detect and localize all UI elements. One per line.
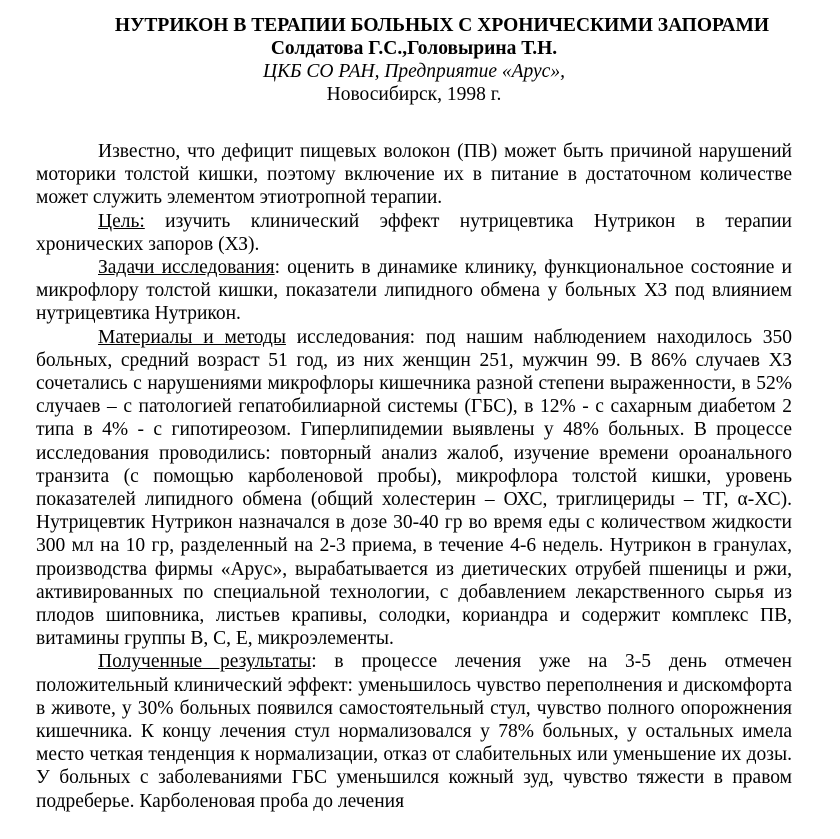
paper-authors: Солдатова Г.С.,Головырина Т.Н.	[270, 38, 558, 59]
goal-heading: Цель:	[98, 210, 145, 232]
methods-heading: Материалы и методы	[98, 326, 286, 348]
methods-text: исследования: под нашим наблюдением находилось 350 больных, средний возраст 51 год, из них женщин 251, мужчин 99. В 86% случаев ХЗ сочетались с нарушениями микрофлоры кишечника разной степени выраженности, в 52% случаев – с патологией гепатобилиарной системы (ГБС), в 12% - с сахарным диабетом 2 типа в 4% - с гипотиреозом. Гиперлипидемии выявлены у 48% больных. В процессе исследования проводились: повторный анализ жалоб, изучение времени ороанального транзита (с помощью карболеновой пробы), микрофлора толстой кишки, уровень показателей липидного обмена (общий холестерин – ОХС, триглицериды – ТГ, α-ХС). Нутрицевтик Нутрикон назначался в дозе 30-40 гр во время еды с количеством жидкости 300 мл на 10 гр, разделенный на 2-3 приема, в течение 4-6 недель. Нутрикон в гранулах, производства фирмы «Арус», вырабатывается из диетических отрубей пшеницы и ржи, активированных по специальной технологии, с добавлением лекарственного сырья из плодов шиповника, листьев крапивы, солодки, кориандра и содержит комплекс ПВ, витамины группы В, С, Е, микроэлементы.	[36, 326, 792, 650]
paragraph-intro: Известно, что дефицит пищевых волокон (ПВ) может быть причиной нарушений моторики толстой кишки, поэтому включение их в питание в достаточном количестве может служить элементом этиотропной терапии.	[36, 141, 792, 209]
results-heading: Полученные результаты	[98, 651, 312, 673]
document-page	[36, 14, 792, 813]
tasks-text: : оценить в динамике клинику, функциональное состояние и микрофлору толстой кишки, показатели липидного обмена у больных ХЗ под влиянием нутрицевтика Нутрикон.	[36, 257, 792, 325]
paper-body	[36, 140, 792, 813]
paragraph-methods	[36, 326, 792, 651]
paragraph-tasks	[36, 256, 792, 326]
paragraph-goal	[36, 210, 792, 256]
paper-title: НУТРИКОН В ТЕРАПИИ БОЛЬНЫХ С ХРОНИЧЕСКИМИ ЗАПОРАМИ	[114, 15, 770, 36]
paper-affiliation: ЦКБ СО РАН, Предприятие «Арус»,	[263, 61, 565, 82]
paragraph-results	[36, 650, 792, 812]
results-text: : в процессе лечения уже на 3-5 день отмечен положительный клинический эффект: уменьшилось чувство переполнения и дискомфорта в животе, у 30% больных появился самостоятельный стул, чувство полного опорожнения кишечника. К концу лечения стул нормализовался у 78% больных, у остальных имела место четкая тенденция к нормализации, отказ от слабительных или уменьшение их дозы. У больных с заболеваниями ГБС уменьшился кожный зуд, чувство тяжести в правом подреберье. Карболеновая проба до лечения	[36, 651, 792, 812]
paper-city-year: Новосибирск, 1998 г.	[326, 84, 502, 105]
goal-text: изучить клинический эффект нутрицевтика Нутрикон в терапии хронических запоров (ХЗ).	[36, 210, 792, 255]
tasks-heading: Задачи исследования	[98, 257, 275, 279]
